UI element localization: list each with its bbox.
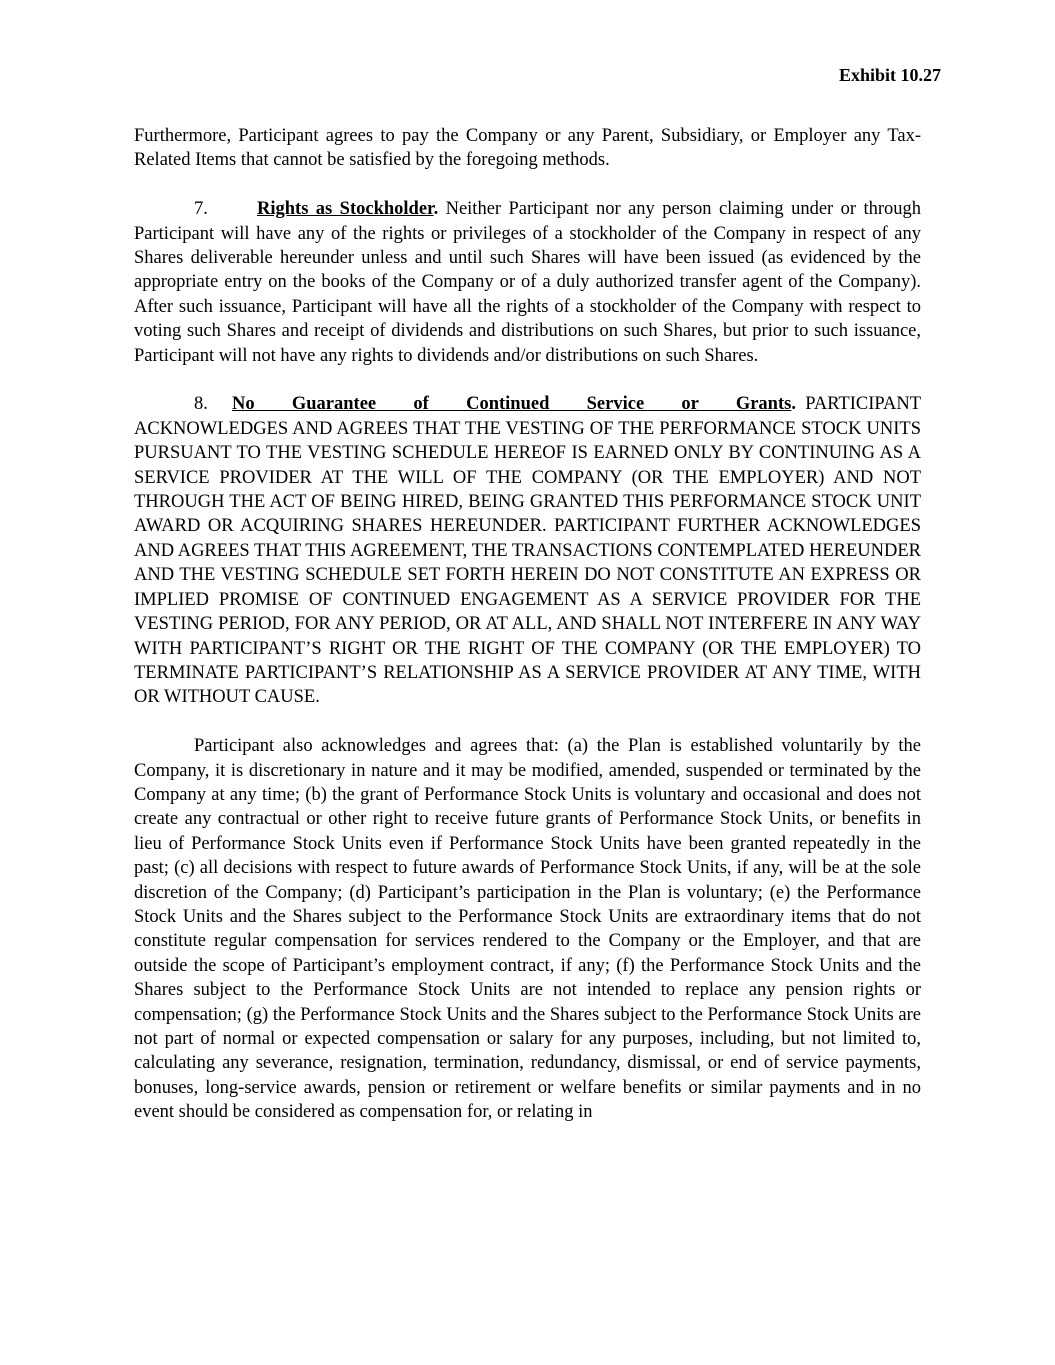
- section-8-text: PARTICIPANT ACKNOWLEDGES AND AGREES THAT THE VESTING OF THE PERFORMANCE STOCK UNITS PURSUANT TO THE VESTING SCHEDULE HEREOF IS EARNED ONLY BY CONTINUING AS A SERVICE PROVIDER AT THE WILL OF THE COMPANY (OR THE EMPLOYER) AND NOT THROUGH THE ACT OF BEING HIRED, BEING GRANTED THIS PERFORMANCE STOCK UNIT AWARD OR ACQUIRING SHARES HEREUNDER. PARTICIPANT FURTHER ACKNOWLEDGES AND AGREES THAT THIS AGREEMENT, THE TRANSACTIONS CONTEMPLATED HEREUNDER AND THE VESTING SCHEDULE SET FORTH HEREIN DO NOT CONSTITUTE AN EXPRESS OR IMPLIED PROMISE OF CONTINUED ENGAGEMENT AS A SERVICE PROVIDER FOR THE VESTING PERIOD, FOR ANY PERIOD, OR AT ALL, AND SHALL NOT INTERFERE IN ANY WAY WITH PARTICIPANT’S RIGHT OR THE RIGHT OF THE COMPANY (OR THE EMPLOYER) TO TERMINATE PARTICIPANT’S RELATIONSHIP AS A SERVICE PROVIDER AT ANY TIME, WITH OR WITHOUT CAUSE.: [134, 394, 921, 708]
- section-7-heading: Rights as Stockholder: [257, 199, 434, 220]
- section-8-paragraph: [134, 392, 921, 709]
- paragraph-furthermore: Furthermore, Participant agrees to pay the Company or any Parent, Subsidiary, or Employer any Tax-Related Items that cannot be satisfied by the foregoing methods.: [134, 126, 921, 171]
- section-8-heading-period: .: [791, 394, 796, 415]
- paragraph-acknowledges: Participant also acknowledges and agrees that: (a) the Plan is established voluntarily by the Company, it is discretionary in nature and it may be modified, amended, suspended or terminated by the Company at any time; (b) the grant of Performance Stock Units is voluntary and occasional and does not create any contractual or other right to receive future grants of Performance Stock Units, or benefits in lieu of Performance Stock Units even if Performance Stock Units have been granted repeatedly in the past; (c) all decisions with respect to future awards of Performance Stock Units, if any, will be at the sole discretion of the Company; (d) Participant’s participation in the Plan is voluntary; (e) the Performance Stock Units and the Shares subject to the Performance Stock Units are extraordinary items that do not constitute regular compensation for services rendered to the Company or the Employer, and that are outside the scope of Participant’s employment contract, if any; (f) the Performance Stock Units and the Shares subject to the Performance Stock Units are not intended to replace any pension rights or compensation; (g) the Performance Stock Units and the Shares subject to the Performance Stock Units are not part of normal or expected compensation or salary for any purposes, including, but not limited to, calculating any severance, resignation, termination, redundancy, dismissal, or end of service payments, bonuses, long-service awards, pension or retirement or welfare benefits or similar payments and in no event should be considered as compensation for, or relating in: [134, 736, 921, 1123]
- section-7-text: Neither Participant nor any person claiming under or through Participant will have any of the rights or privileges of a stockholder of the Company in respect of any Shares deliverable hereunder unless and until such Shares will have been issued (as evidenced by the appropriate entry on the books of the Company or of a duly authorized transfer agent of the Company). After such issuance, Participant will have all the rights of a stockholder of the Company with respect to voting such Shares and receipt of dividends and distributions on such Shares, but prior to such issuance, Participant will not have any rights to dividends and/or distributions on such Shares.: [134, 199, 921, 366]
- section-7-heading-period: .: [433, 199, 439, 220]
- section-8-heading: No Guarantee of Continued Service or Grants: [232, 394, 792, 415]
- section-8-number: 8.: [194, 394, 208, 415]
- section-7-paragraph: [134, 197, 921, 368]
- section-7-number: 7.: [194, 199, 208, 220]
- exhibit-label: Exhibit 10.27: [838, 65, 941, 85]
- document-body: [134, 124, 921, 1149]
